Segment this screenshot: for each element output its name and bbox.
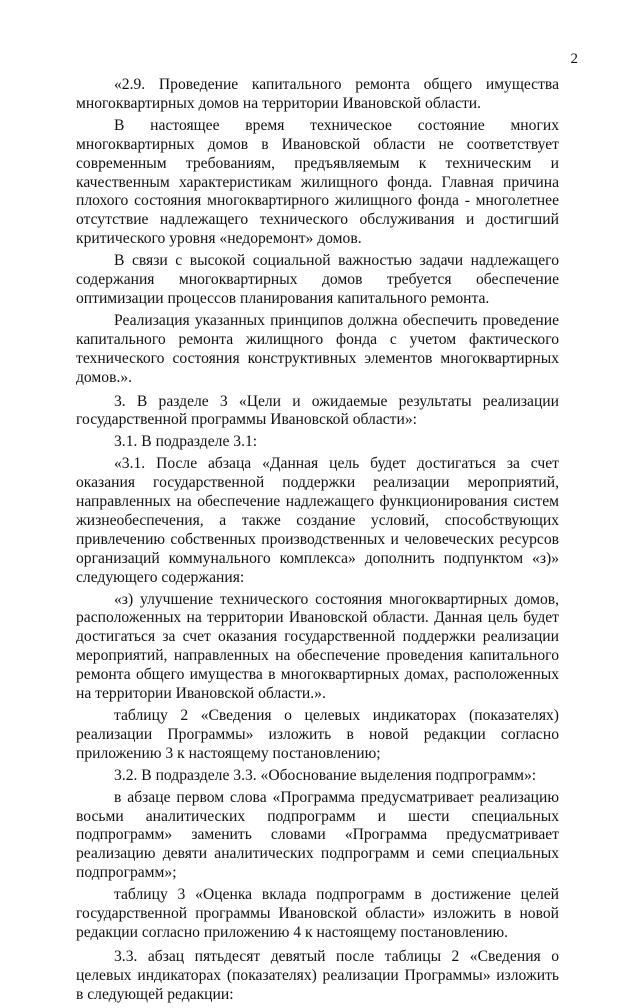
paragraph-technical-condition: В настоящее время техническое состояние многих многоквартирных домов в Ивановской области не соответствует современным требованиям, предъявляемым к техническим и качественным характеристикам жилищного фонда. Главная причина плохого состояния многоквартирного жилищного фонда - многолетнее отсутствие надлежащего технического обслуживания и достигший критического уровня «недоремонт» домов. [76,116,559,248]
page-number: 2 [570,51,578,67]
paragraph-3-1-amendment: «3.1. После абзаца «Данная цель будет достигаться за счет оказания государственной поддержки реализации мероприятий, направленных на обеспечение надлежащего функционирования систем жизнеобеспечения, а также создание условий, способствующих привлечению собственных производственных и человеческих ресурсов организаций коммунального комплекса» дополнить подпунктом «з)» следующего содержания: [76,455,559,586]
paragraph-subitem-z: «з) улучшение технического состояния многоквартирных домов, расположенных на территории Ивановской области. Данная цель будет достигаться за счет оказания государственной поддержки реализации мероприятий, направленных на обеспечение проведения капитального ремонта общего имущества в многоквартирных домах, расположенных на территории Ивановской области.». [76,590,559,703]
paragraph-subsection-3-1: 3.1. В подразделе 3.1: [114,433,258,451]
paragraph-table-2: таблицу 2 «Сведения о целевых индикаторах (показателях) реализации Программы» изложить в новой редакции согласно приложению 3 к настоящему постановлению; [76,707,559,762]
paragraph-social-importance: В связи с высокой социальной важностью задачи надлежащего содержания многоквартирных домов требуется обеспечение оптимизации процессов планирования капитального ремонта. [76,252,559,307]
paragraph-principles-implementation: Реализация указанных принципов должна обеспечить проведение капитального ремонта жилищного фонда с учетом фактического технического состояния конструктивных элементов многоквартирных домов.». [76,311,559,386]
paragraph-3-3: 3.3. абзац пятьдесят девятый после таблицы 2 «Сведения о целевых индикаторах (показателях) реализации Программы» изложить в следующей редакции: [76,947,559,1003]
paragraph-section-3: 3. В разделе 3 «Цели и ожидаемые результаты реализации государственной программы Ивановской области»: [76,392,559,429]
document-body [76,76,559,1008]
paragraph-section-2-9-heading: «2.9. Проведение капитального ремонта общего имущества многоквартирных домов на территории Ивановской области. [76,76,559,112]
paragraph-table-3: таблицу 3 «Оценка вклада подпрограмм в достижение целей государственной программы Ивановской области» изложить в новой редакции согласно приложению 4 к настоящему постановлению. [76,886,559,941]
paragraph-first-abzac-replacement: в абзаце первом слова «Программа предусматривает реализацию восьми аналитических подпрограмм и шести специальных подпрограмм» заменить словами «Программа предусматривает реализацию девяти аналитических подпрограмм и семи специальных подпрограмм»; [76,788,559,882]
paragraph-subsection-3-2: 3.2. В подразделе 3.3. «Обоснование выделения подпрограмм»: [114,766,537,784]
